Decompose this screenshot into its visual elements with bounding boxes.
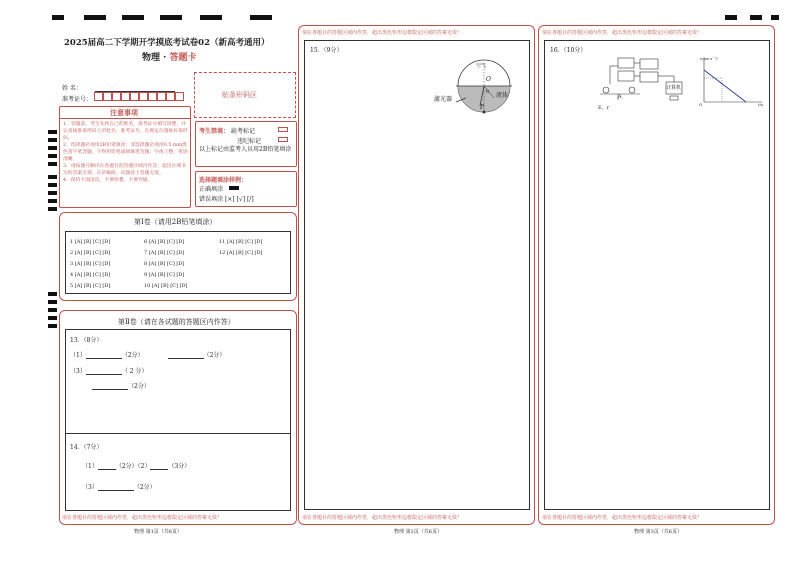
exam-title: 2025届高二下学期开学摸底考试卷02（新高考通用）: [64, 38, 270, 48]
q15-theta-label: θ: [486, 89, 490, 95]
mc-col-3[interactable]: [219, 237, 262, 259]
q13-line-1: （1） （2分） （2分）: [70, 352, 226, 359]
mc-row[interactable]: 12 [A] [B] [C] [D]: [219, 250, 263, 256]
violation-label: 违纪标记: [237, 138, 262, 145]
notice-list: [63, 121, 189, 184]
p3-top-warning: 请在各题目的答题区域内作答，超出黑色矩形边框限定区域的答案无效！: [542, 30, 703, 36]
q13-line-3: （2分）: [92, 381, 150, 390]
mc-row[interactable]: 10 [A] [B] [C] [D]: [144, 283, 188, 289]
mc-row[interactable]: 7 [A] [B] [C] [D]: [144, 250, 185, 256]
q16-circuit-figure: [596, 56, 692, 106]
mc-row[interactable]: 1 [A] [B] [C] [D]: [70, 239, 111, 245]
q13-line-2: （3） （ 2 分）: [70, 368, 148, 375]
q15-laser-label: 激光器: [434, 96, 453, 103]
page3-footer: 物理 第3页（共6页）: [634, 529, 682, 535]
q16-A-label: A: [618, 94, 622, 100]
p1-bottom-warning: 请在各题目的答题区域内作答，超出黑色矩形边框限定区域的答案无效！: [62, 515, 223, 521]
p2-top-warning: 请在各题目的答题区域内作答，超出黑色矩形边框限定区域的答案无效！: [302, 30, 463, 36]
q14-blank-1[interactable]: [98, 463, 116, 470]
mc-col-2[interactable]: [144, 237, 187, 292]
q14-head: 14．（7分）: [70, 444, 103, 451]
page2-footer: 物理 第2页（共6页）: [394, 529, 442, 535]
part2-title: 第Ⅱ卷（请在各试题的答题区内作答）: [118, 318, 235, 326]
p3-bottom-warning: 请在各题目的答题区域内作答，超出黑色矩形边框限定区域的答案无效！: [542, 515, 703, 521]
notice-item-1: 1．答题前，考生先将自己的姓名，准考证号填写清楚，并认真核准条形码上的姓名、准考证号，在规定位置贴好条形码。: [63, 122, 188, 141]
correct-fill-label: 正确填涂: [199, 186, 224, 193]
mc-row[interactable]: 2 [A] [B] [C] [D]: [70, 250, 111, 256]
mc-row[interactable]: 6 [A] [B] [C] [D]: [144, 239, 185, 245]
subject-label: 物理: [142, 53, 161, 63]
status-label: 考生禁填：: [199, 128, 230, 135]
q16-area[interactable]: [544, 40, 770, 510]
fill-example-title: 选择题填涂样例：: [199, 177, 248, 184]
mc-row[interactable]: 5 [A] [B] [C] [D]: [70, 283, 111, 289]
q16-t-label: t/s: [758, 102, 764, 107]
q14-blank-2[interactable]: [150, 463, 168, 470]
mc-row[interactable]: 8 [A] [B] [C] [D]: [144, 261, 185, 267]
q16-head: 16．（10分）: [550, 47, 587, 54]
q16-computer-label: 计算机: [666, 85, 682, 91]
q15-P-label: P: [480, 104, 485, 111]
q13-blank-4[interactable]: [92, 383, 128, 390]
notice-item-4: 4．保持卡面清洁，不要折叠、不要弄破。: [63, 178, 153, 183]
barcode-label: 贴条形码区: [222, 91, 257, 99]
answer-card-label: 答题卡: [169, 53, 197, 63]
wrong-fill-samples: [×] [√] [/]: [224, 196, 254, 203]
part1-title: 第Ⅰ卷（请用2B铅笔填涂）: [134, 218, 217, 226]
q15-liquid-label: 液体: [496, 92, 509, 99]
violation-checkbox[interactable]: [278, 137, 288, 142]
q13-head: 13．（8分）: [70, 337, 103, 344]
correct-fill-sample: [229, 186, 239, 190]
q16-vt-graph: [698, 56, 766, 106]
notice-item-2: 2．选择题必须用2B铅笔填涂；非选择题必须用0.5 mm黑色签字笔答题，不得用铅笔或圆珠笔答题；字体工整、笔迹清晰。: [63, 143, 188, 162]
name-label: 姓 名：: [62, 85, 82, 92]
mc-row[interactable]: 4 [A] [B] [C] [D]: [70, 272, 111, 278]
absent-checkbox[interactable]: [278, 127, 288, 132]
q15-air-label: 空气: [476, 63, 487, 69]
card-subtitle: [142, 50, 196, 63]
notice-title: 注意事项: [110, 108, 138, 117]
q14-blank-3[interactable]: [98, 484, 134, 491]
mc-row[interactable]: 11 [A] [B] [C] [D]: [219, 239, 263, 245]
q13-blank-1[interactable]: [86, 352, 122, 359]
q15-O-label: O: [486, 76, 491, 83]
q14-line-2: （3） （2分）: [82, 484, 156, 491]
p2-bottom-warning: 请在各题目的答题区域内作答，超出黑色矩形边框限定区域的答案无效！: [302, 515, 463, 521]
status-note: 以上标记由监考人员用2B铅笔填涂: [199, 146, 292, 153]
mc-row[interactable]: 9 [A] [B] [C] [D]: [144, 272, 185, 278]
q16-v-label: v/(m·s⁻¹): [700, 56, 718, 61]
q16-E-label: E，r: [598, 105, 610, 111]
page1-footer: 物理 第1页（共6页）: [134, 529, 182, 535]
mc-col-1[interactable]: [70, 237, 110, 292]
q16-origin-label: O: [699, 102, 703, 107]
id-label: 准考证号：: [62, 96, 93, 103]
q13-blank-2[interactable]: [168, 352, 204, 359]
q15-figure: [420, 58, 515, 118]
subtitle-separator: ·: [163, 53, 167, 63]
notice-item-3: 3．请按题号顺序在各题目的答题区域内作答，超出区域书写的答案无效；在草稿纸、试题卷上答题无效。: [63, 164, 186, 176]
mc-row[interactable]: 3 [A] [B] [C] [D]: [70, 261, 111, 267]
q14-line-1: （1） （2分）（2） （3分）: [82, 463, 191, 470]
wrong-fill-label: 错误填涂: [199, 196, 224, 203]
q15-head: 15．（9分）: [310, 47, 343, 54]
q13-blank-3[interactable]: [86, 368, 122, 375]
absent-label: 缺考标记: [230, 128, 255, 135]
